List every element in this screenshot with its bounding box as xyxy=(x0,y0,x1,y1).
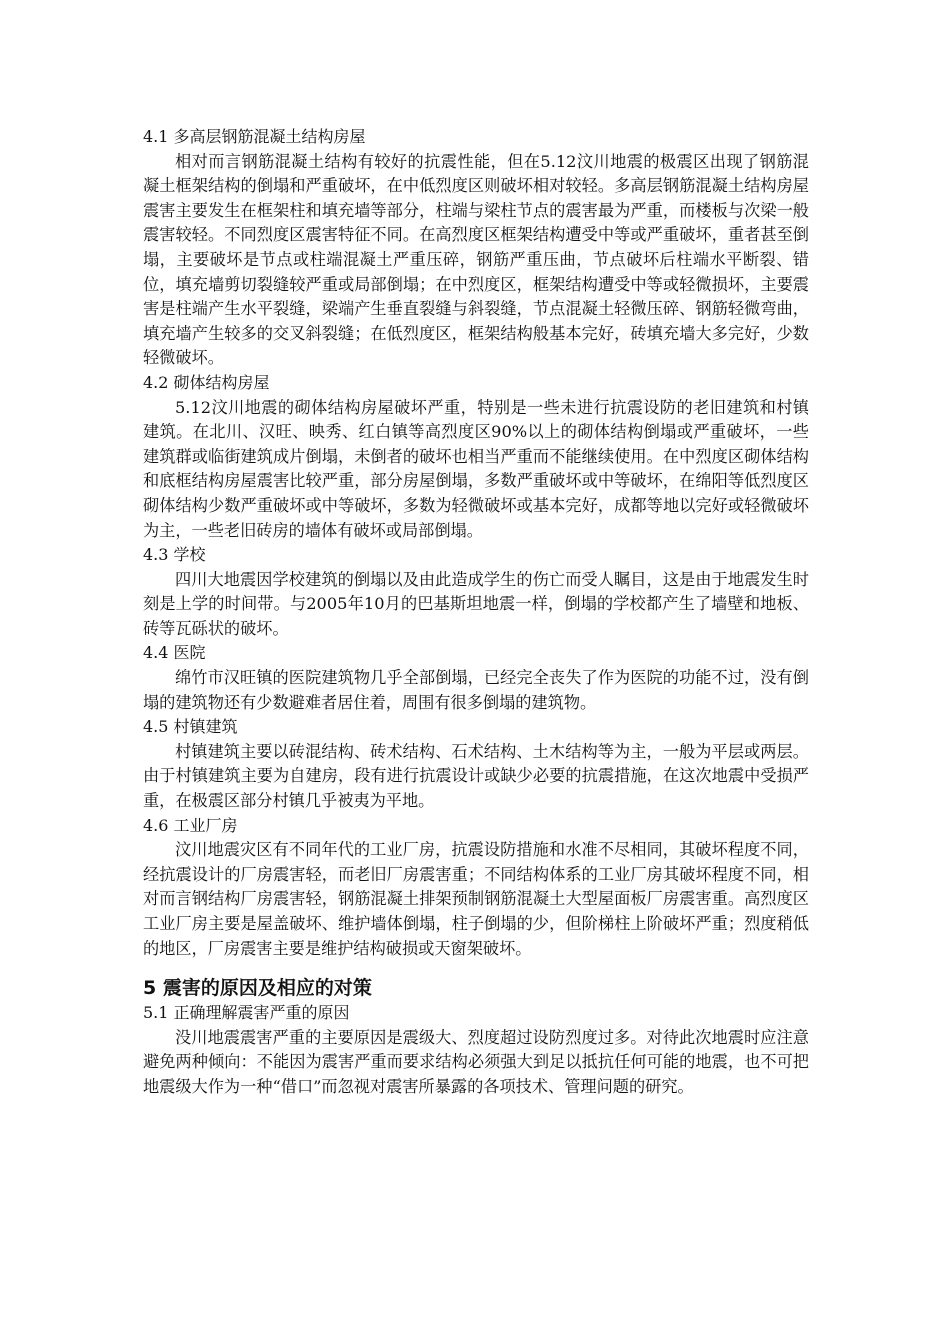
section-4-2-heading: 4.2 砌体结构房屋 xyxy=(143,372,270,392)
document-page xyxy=(143,125,809,1100)
section-4-2-body: 5.12汶川地震的砌体结构房屋破坏严重，特别是一些未进行抗震设防的老旧建筑和村镇建筑。在北川、汉旺、映秀、红白镇等高烈度区90%以上的砌体结构倒塌或严重破坏，一些建筑群或临街建筑成片倒塌，未倒者的破坏也相当严重而不能继续使用。在中烈度区砌体结构和底框结构房屋震害比较严重，部分房屋倒塌，多数严重破坏或中等破坏，在绵阳等低烈度区砌体结构少数严重破坏或中等破坏，多数为轻微破坏或基本完好，成都等地以完好或轻微破坏为主，一些老旧砖房的墙体有破坏或局部倒塌。 xyxy=(143,397,809,540)
section-4-4-heading: 4.4 医院 xyxy=(143,643,206,663)
chapter-5-title: 5 震害的原因及相应的对策 xyxy=(143,977,372,1000)
section-4-1-heading: 4.1 多高层钢筋混凝土结构房屋 xyxy=(143,127,366,146)
section-5-1-body: 没川地震震害严重的主要原因是震级大、烈度超过设防烈度过多。对待此次地震时应注意避免两种倾向：不能因为震害严重而要求结构必须强大到足以抵抗任何可能的地震，也不可把地震级大作为一种“借口”而忽视对震害所暴露的各项技术、管理问题的研究。 xyxy=(143,1027,809,1096)
section-4-6-heading: 4.6 工业厂房 xyxy=(143,815,238,835)
chapter-spacer xyxy=(143,961,809,975)
section-4-4-body: 绵竹市汉旺镇的医院建筑物几乎全部倒塌，已经完全丧失了作为医院的功能不过，没有倒塌的建筑物还有少数避难者居住着，周围有很多倒塌的建筑物。 xyxy=(143,668,809,712)
section-4-5-heading: 4.5 村镇建筑 xyxy=(143,717,238,737)
section-5-1-heading: 5.1 正确理解震害严重的原因 xyxy=(143,1003,350,1023)
section-4-6-body: 汶川地震灾区有不同年代的工业厂房，抗震设防措施和水准不尽相同，其破坏程度不同，经抗震设计的厂房震害轻，而老旧厂房震害重；不同结构体系的工业厂房其破坏程度不同，相对而言钢结构厂房震害轻，钢筋混凝土排架预制钢筋混凝土大型屋面板厂房震害重。高烈度区工业厂房主要是屋盖破坏、维护墙体倒塌，柱子倒塌的少，但阶梯柱上阶破坏严重；烈度稍低的地区，厂房震害主要是维护结构破损或天窗架破坏。 xyxy=(143,840,809,958)
section-4-1-body: 相对而言钢筋混凝土结构有较好的抗震性能，但在5.12汶川地震的极震区出现了钢筋混凝土框架结构的倒塌和严重破坏，在中低烈度区则破坏相对较轻。多高层钢筋混凝土结构房屋震害主要发生在框架柱和填充墙等部分，柱端与梁柱节点的震害最为严重，而楼板与次梁一般震害较轻。不同烈度区震害特征不同。在高烈度区框架结构遭受中等或严重破坏，重者甚至倒塌，主要破坏是节点或柱端混凝土严重压碎，钢筋严重压曲，节点破坏后柱端水平断裂、错位，填充墙剪切裂缝较严重或局部倒塌；在中烈度区，框架结构遭受中等或轻微损坏，主要震害是柱端产生水平裂缝，梁端产生垂直裂缝与斜裂缝，节点混凝土轻微压碎、钢筋轻微弯曲，填充墙产生较多的交叉斜裂缝；在低烈度区，框架结构般基本完好，砖填充墙大多完好，少数轻微破坏。 xyxy=(143,151,809,368)
section-4-3-heading: 4.3 学校 xyxy=(143,545,206,565)
section-4-5-body: 村镇建筑主要以砖混结构、砖术结构、石术结构、土木结构等为主，一般为平层或两层。由于村镇建筑主要为自建房，段有进行抗震设计或缺少必要的抗震措施，在这次地震中受损严重，在极震区部分村镇几乎被夷为平地。 xyxy=(143,741,809,811)
section-4-3-body: 四川大地震因学校建筑的倒塌以及由此造成学生的伤亡而受人瞩目，这是由于地震发生时刻是上学的时间带。与2005年10月的巴基斯坦地震一样，倒塌的学校都产生了墙壁和地板、砖等瓦砾状的破坏。 xyxy=(143,569,809,638)
